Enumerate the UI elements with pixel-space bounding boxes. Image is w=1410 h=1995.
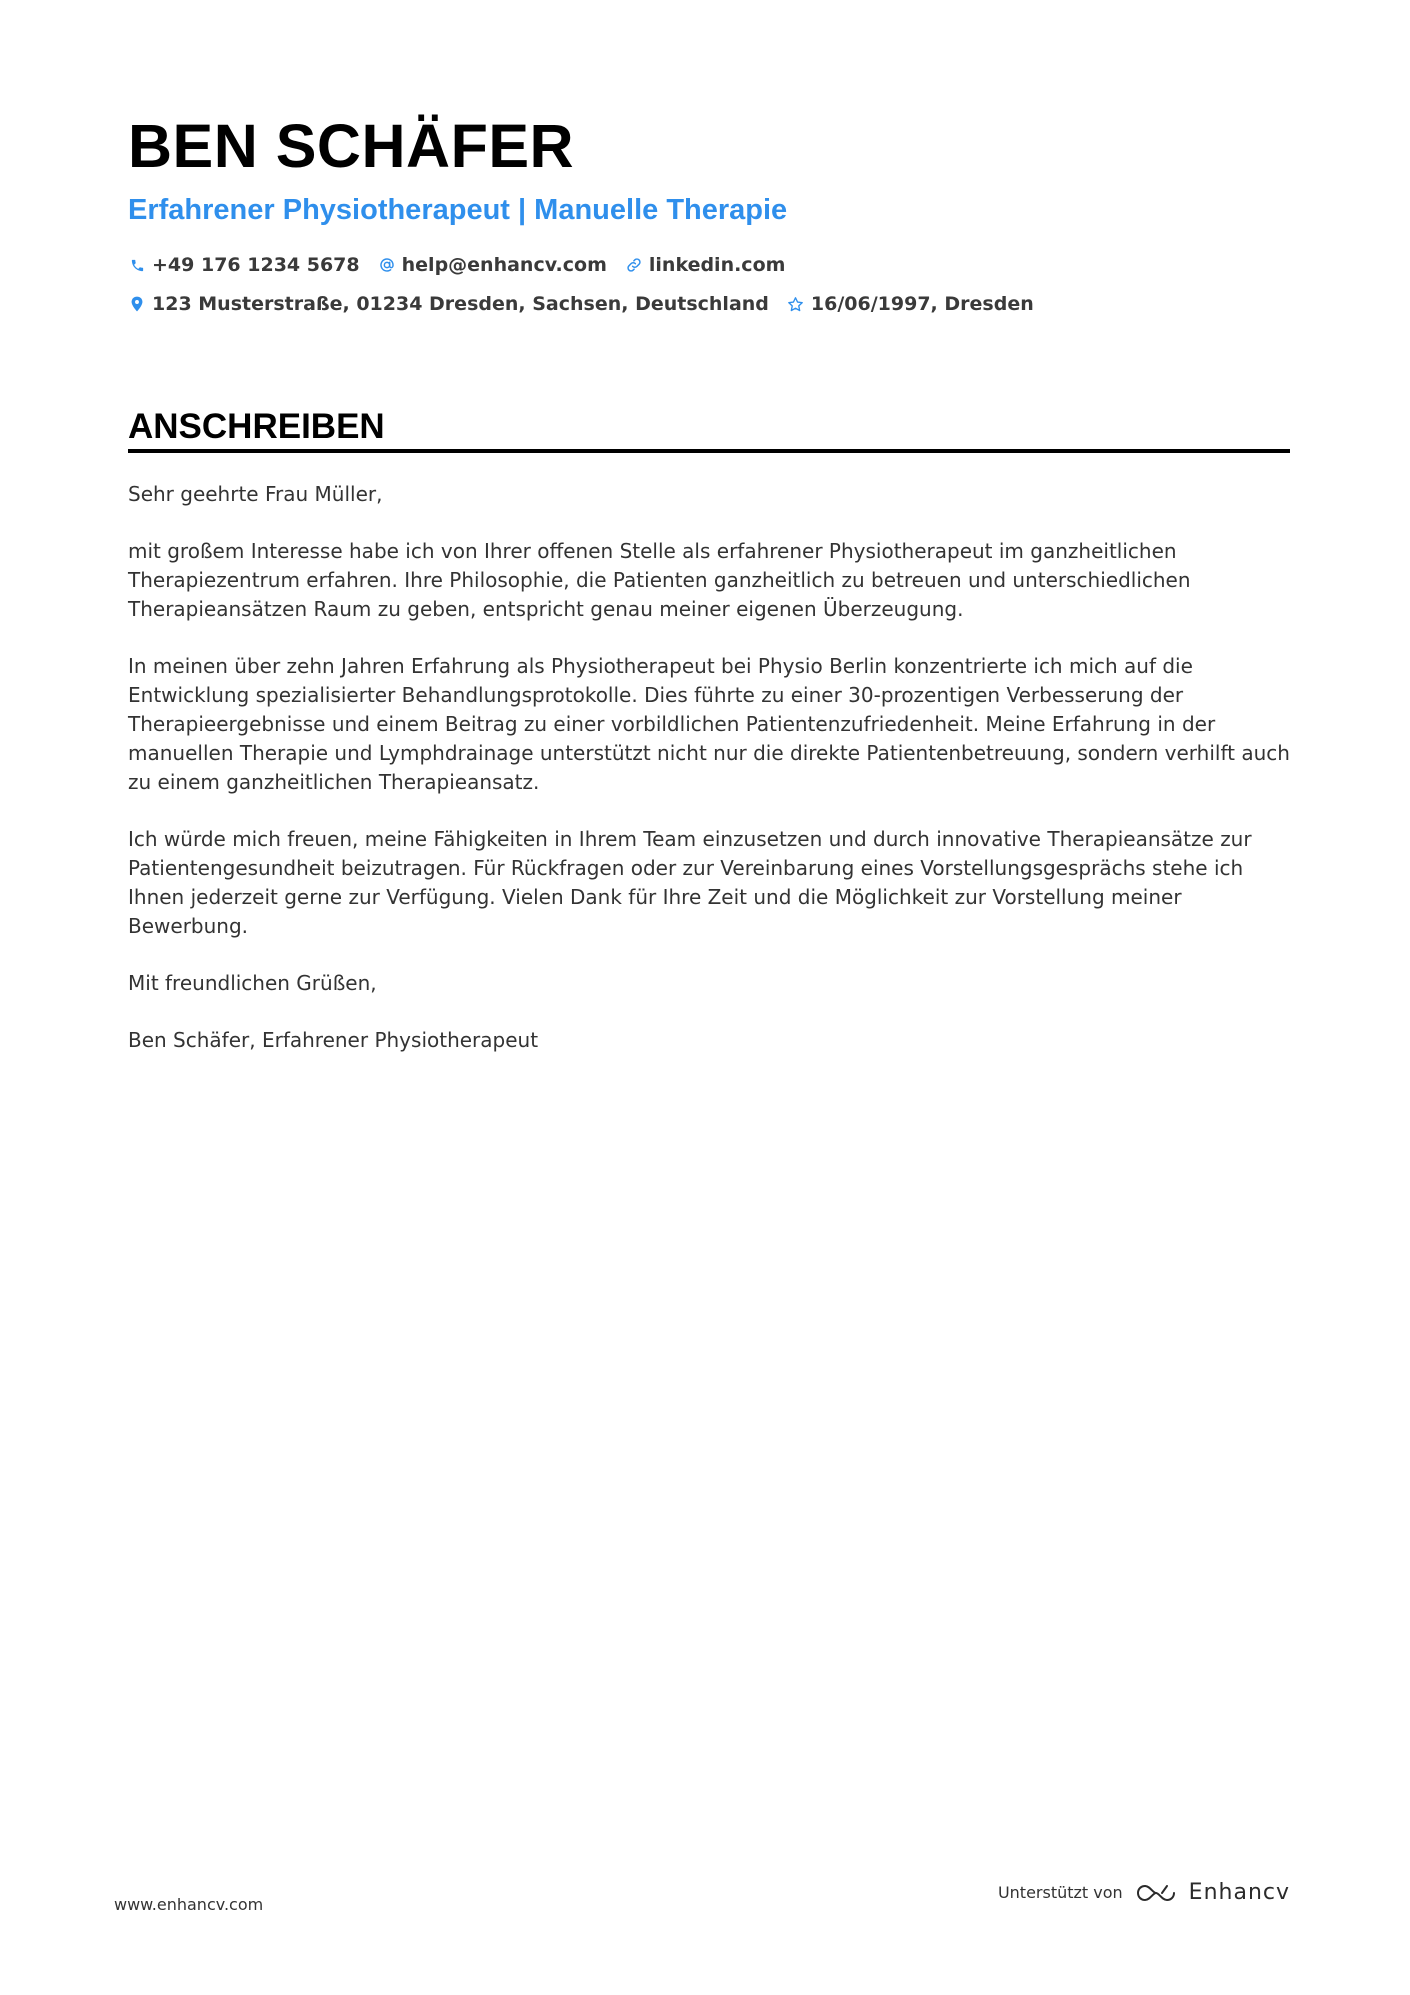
contact-row-primary xyxy=(128,254,803,276)
contact-birth-text: 16/06/1997, Dresden xyxy=(810,293,1034,315)
enhancv-brand-text: Enhancv xyxy=(1188,1880,1290,1905)
footer-branding xyxy=(998,1880,1290,1905)
contact-linkedin[interactable] xyxy=(625,254,786,276)
letter-paragraph: Ich würde mich freuen, meine Fähigkeiten in Ihrem Team einzusetzen und durch innovative Therapieansätze zur Patientengesundheit beizutragen. Für Rückfragen oder zur Vereinbarung eines Vorstellungsgesprächs stehe ich Ihnen jederzeit gerne zur Verfügung. Vielen Dank für Ihre Zeit und die Möglichkeit zur Vorstellung meiner Bewerbung. xyxy=(128,827,1252,938)
contact-row-secondary xyxy=(128,293,1052,315)
letter-salutation: Sehr geehrte Frau Müller, xyxy=(128,482,383,506)
contact-birth xyxy=(787,293,1034,315)
letter-body xyxy=(128,480,1290,1083)
letter-closing: Mit freundlichen Grüßen, xyxy=(128,971,377,995)
link-icon xyxy=(625,256,643,274)
contact-email[interactable] xyxy=(378,254,607,276)
footer-powered-by: Unterstützt von xyxy=(997,1883,1123,1902)
contact-address xyxy=(128,293,769,315)
enhancv-logo-icon xyxy=(1135,1882,1179,1904)
footer-website[interactable]: www.enhancv.com xyxy=(114,1895,264,1914)
letter-paragraph: mit großem Interesse habe ich von Ihrer offenen Stelle als erfahrener Physiotherapeut im ganzheitlichen Therapiezentrum erfahren. Ihre Philosophie, die Patienten ganzheitlich zu betreuen und unterschiedlichen Therapieansätzen Raum zu geben, entspricht genau meiner eigenen Überzeugung. xyxy=(128,539,1191,621)
letter-paragraph: In meinen über zehn Jahren Erfahrung als Physiotherapeut bei Physio Berlin konzentrierte ich mich auf die Entwicklung spezialisierter Behandlungsprotokolle. Dies führte zu einer 30-prozentigen Verbesserung der Therapieergebnisse und einem Beitrag zu einer vorbildlichen Patientenzufriedenheit. Meine Erfahrung in der manuellen Therapie und Lymphdrainage unterstützt nicht nur die direkte Patientenbetreuung, sondern verhilft auch zu einem ganzheitlichen Therapieansatz. xyxy=(128,654,1290,794)
contact-address-text: 123 Musterstraße, 01234 Dresden, Sachsen, Deutschland xyxy=(152,293,769,315)
contact-phone-text: +49 176 1234 5678 xyxy=(152,254,360,276)
location-pin-icon xyxy=(128,295,146,313)
at-icon xyxy=(378,256,396,274)
contact-phone[interactable] xyxy=(128,254,360,276)
phone-icon xyxy=(128,256,146,274)
candidate-name: BEN SCHÄFER xyxy=(128,112,575,180)
section-title: ANSCHREIBEN xyxy=(128,407,385,446)
letter-signature: Ben Schäfer, Erfahrener Physiotherapeut xyxy=(128,1028,539,1052)
enhancv-logo[interactable] xyxy=(1135,1880,1290,1905)
contact-linkedin-text: linkedin.com xyxy=(648,254,786,276)
section-divider xyxy=(128,449,1290,453)
candidate-headline: Erfahrener Physiotherapeut | Manuelle Therapie xyxy=(128,194,788,226)
star-icon xyxy=(787,295,805,313)
contact-email-text: help@enhancv.com xyxy=(401,254,607,276)
